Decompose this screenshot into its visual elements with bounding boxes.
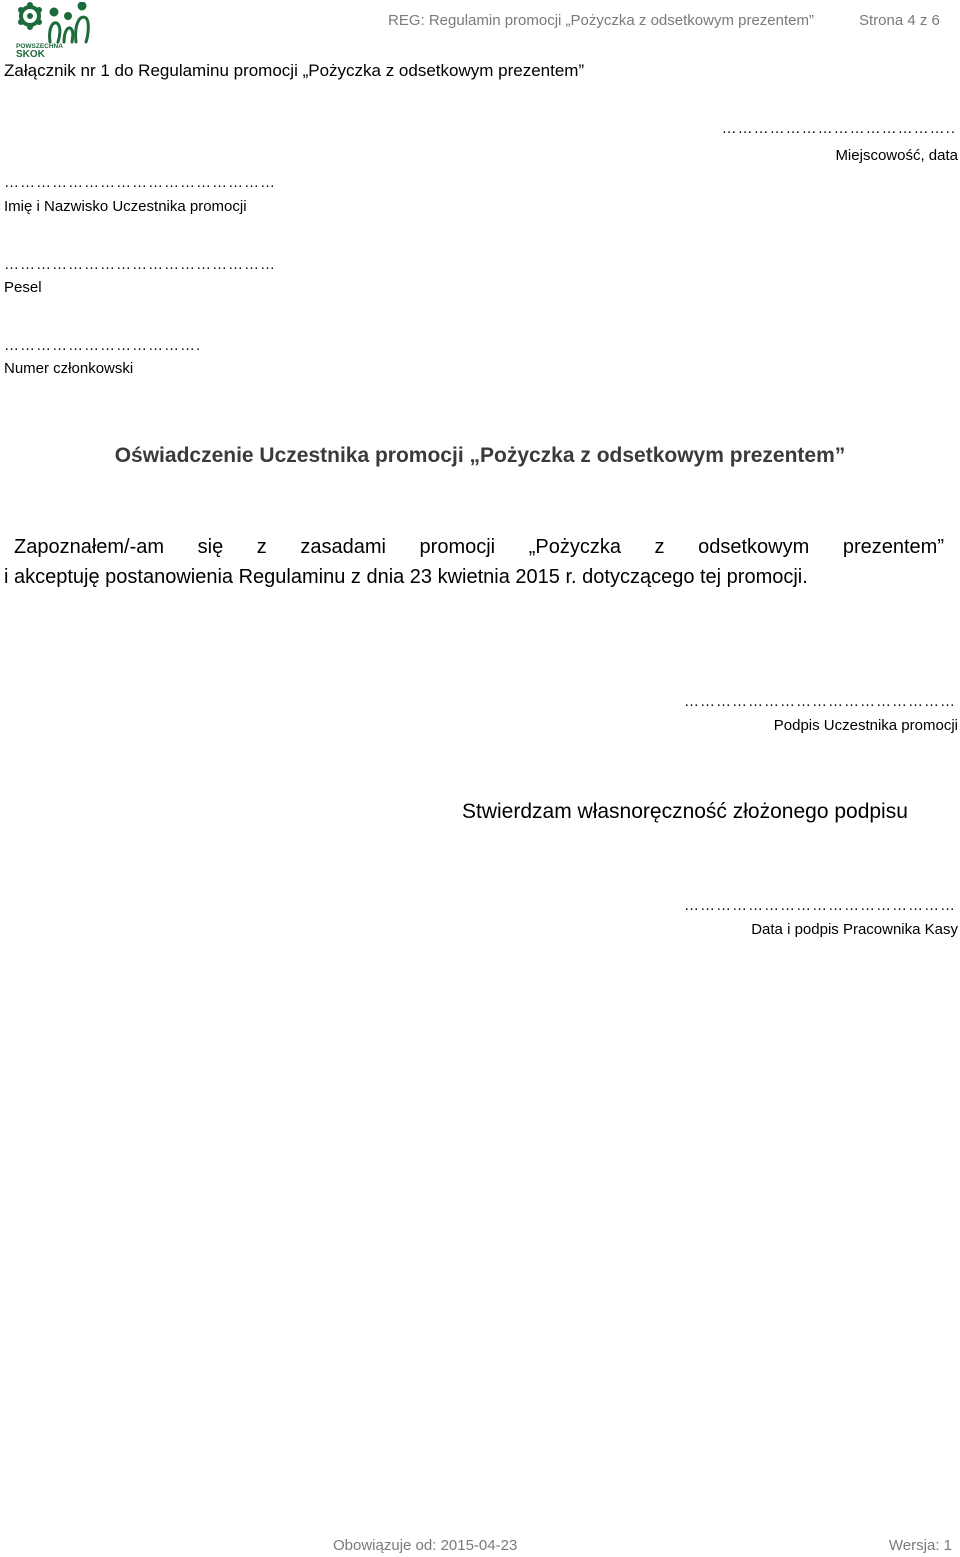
witness-statement: Stwierdzam własnoręczność złożonego podpisu [462,800,908,823]
signature-label: Podpis Uczestnika promocji [773,717,958,734]
pesel-dots: …………………………………………… [4,256,276,273]
footer-version: Wersja: 1 [888,1537,952,1554]
member-number-label: Numer członkowski [4,360,134,377]
name-dots: …………………………………………… [4,174,276,191]
employee-signature-label: Data i podpis Pracownika Kasy [751,921,958,938]
svg-text:SKOK: SKOK [16,49,45,58]
header-page-number: Strona 4 z 6 [859,12,940,29]
skok-logo [14,2,92,58]
statement-title: Oświadczenie Uczestnika promocji „Pożyczka z odsetkowym prezentem” [114,444,846,467]
place-date-label: Miejscowość, data [835,147,958,164]
footer-effective-date: Obowiązuje od: 2015-04-23 [333,1537,518,1554]
flower-icon [18,2,42,30]
header-doc-ref: REG: Regulamin promocji „Pożyczka z odsetkowym prezentem” [388,12,814,29]
member-number-dots: ………………………………. [4,337,202,354]
annex-title: Załącznik nr 1 do Regulaminu promocji „Pożyczka z odsetkowym prezentem” [4,61,585,80]
signature-dots: …………………………………………… [684,693,956,710]
statement-line-1: Zapoznałem/-am się z zasadami promocji „Pożyczka z odsetkowym prezentem” [14,536,944,558]
family-icon [50,3,89,42]
statement-line-2: i akceptuję postanowienia Regulaminu z dnia 23 kwietnia 2015 r. dotyczącego tej promocji. [4,566,808,588]
pesel-label: Pesel [4,279,42,296]
logo-text: POWSZECHNA [16,43,63,50]
name-label: Imię i Nazwisko Uczestnika promocji [4,198,247,215]
employee-signature-dots: …………………………………………… [684,897,956,914]
place-date-dots: …………………………………….. [721,120,956,137]
